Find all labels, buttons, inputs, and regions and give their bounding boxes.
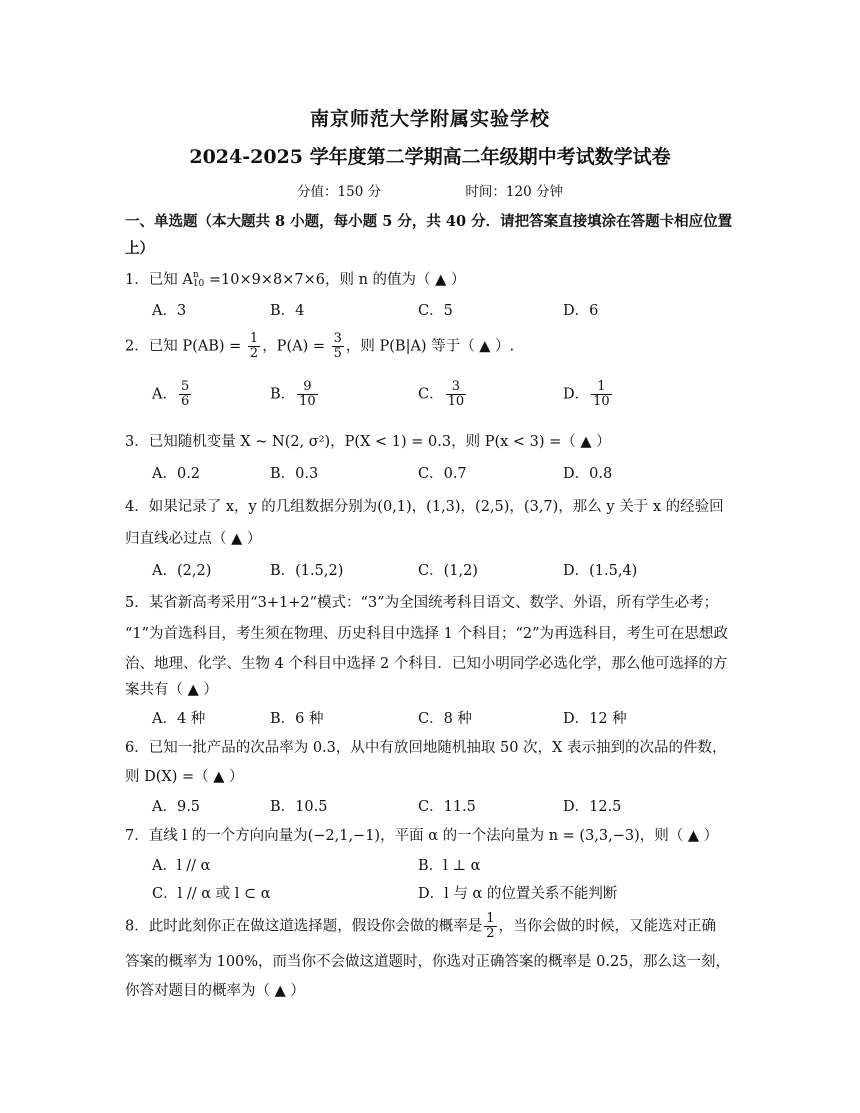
q5-option-c[interactable]: C．8 种 <box>418 711 472 727</box>
question-8-stem-2: 答案的概率为 100%，而当你不会做这道题时，你选对正确答案的概率是 0.25，那么这一刻， <box>125 954 730 970</box>
q2-option-d[interactable]: D． $\frac{1}{10}$ <box>563 379 610 409</box>
q5-option-d[interactable]: D．12 种 <box>563 711 627 727</box>
q2-frac-2: $\frac{3}{5}$ <box>333 331 342 361</box>
exam-title: 2024-2025 学年度第二学期高二年级期中考试数学试卷 <box>189 146 671 168</box>
q8-stem-1a: 8．此时此刻你正在做这道选择题，假设你会做的概率是 <box>125 918 483 935</box>
question-6-stem-1: 6．已知一批产品的次品率为 0.3，从中有放回地随机抽取 50 次，X 表示抽到的次品的件数， <box>125 740 727 756</box>
q1-option-c[interactable]: C．5 <box>418 303 453 319</box>
question-6-stem-2: 则 D(X) =（ ▲ ） <box>125 769 244 785</box>
q1-stem-a: 1．已知 A <box>125 272 193 288</box>
q3-option-b[interactable]: B．0.3 <box>270 466 319 482</box>
q2-stem-b: ，P(A) = <box>262 338 330 355</box>
q4-option-d[interactable]: D．(1.5,4) <box>563 563 638 579</box>
q6-option-a[interactable]: A．9.5 <box>152 799 201 815</box>
q2-frac-1: $\frac{1}{2}$ <box>249 331 259 361</box>
question-8-stem-3: 你答对题目的概率为（ ▲ ） <box>125 983 305 999</box>
question-8-stem-1 <box>125 912 716 941</box>
question-2-stem <box>125 332 514 361</box>
q5-option-a[interactable]: A．4 种 <box>152 711 206 727</box>
q4-option-c[interactable]: C．(1,2) <box>418 563 478 579</box>
q8-stem-1b: ，当你会做的时候，又能选对正确 <box>498 918 717 935</box>
question-4-stem-2: 归直线必过点（ ▲ ） <box>125 531 262 547</box>
q1-stem-b: =10×9×8×7×6，则 n 的值为（ ▲ ） <box>204 272 466 288</box>
q4-option-b[interactable]: B．(1.5,2) <box>270 563 344 579</box>
q7-option-b[interactable]: B．l ⊥ α <box>418 858 481 874</box>
q6-option-b[interactable]: B．10.5 <box>270 799 328 815</box>
q2-option-a[interactable]: A． $\frac{5}{6}$ <box>152 379 190 409</box>
q7-option-a[interactable]: A．l // α <box>152 858 211 874</box>
q1-option-a[interactable]: A．3 <box>152 303 187 319</box>
q8-frac: $\frac{1}{2}$ <box>486 911 495 941</box>
question-7-stem: 7．直线 l 的一个方向向量为(−2,1,−1)，平面 α 的一个法向量为 n = (3,3,−3)，则（ ▲ ） <box>125 828 719 844</box>
q2-option-c[interactable]: C． $\frac{3}{10}$ <box>418 379 465 409</box>
q2-stem-c: ，则 P(B|A) 等于（ ▲ ）. <box>345 338 515 355</box>
q2-stem-a: 2．已知 P(AB) = <box>125 338 246 355</box>
q1-option-b[interactable]: B．4 <box>270 303 305 319</box>
q4-option-a[interactable]: A．(2,2) <box>152 563 212 579</box>
question-4-stem-1: 4．如果记录了 x，y 的几组数据分别为(0,1)，(1,3)，(2,5)，(3,7)，那么 y 关于 x 的经验回 <box>125 499 724 515</box>
question-5-stem-1: 5．某省新高考采用“3+1+2”模式：“3”为全国统考科目语文、数学、外语，所有学生必考； <box>125 595 719 611</box>
q1-sup: n <box>192 270 199 280</box>
question-5-stem-3: 治、地理、化学、生物 4 个科目中选择 2 个科目．已知小明同学必选化学，那么他可选择的方 <box>125 656 728 672</box>
q1-option-d[interactable]: D．6 <box>563 303 599 319</box>
q5-option-b[interactable]: B．6 种 <box>270 711 324 727</box>
score-info: 分值：150 分 <box>297 184 382 200</box>
exam-meta <box>0 180 860 200</box>
question-5-stem-4: 案共有（ ▲ ） <box>125 682 218 698</box>
question-3-stem: 3．已知随机变量 X ~ N(2, σ²)，P(X < 1) = 0.3，则 P(x < 3) =（ ▲ ） <box>125 434 611 450</box>
section-heading-cont: 上） <box>125 240 154 257</box>
time-info: 时间：120 分钟 <box>465 184 563 200</box>
q3-option-a[interactable]: A．0.2 <box>152 466 201 482</box>
q3-option-c[interactable]: C．0.7 <box>418 466 467 482</box>
q3-option-d[interactable]: D．0.8 <box>563 466 613 482</box>
question-5-stem-2: “1”为首选科目，考生须在物理、历史科目中选择 1 个科目；“2”为再选科目，考生可在思想政 <box>125 626 729 642</box>
school-title: 南京师范大学附属实验学校 <box>309 108 550 130</box>
question-1-stem <box>125 268 465 289</box>
q2-option-b[interactable]: B． $\frac{9}{10}$ <box>270 379 316 409</box>
q6-option-d[interactable]: D．12.5 <box>563 799 622 815</box>
q6-option-c[interactable]: C．11.5 <box>418 799 476 815</box>
q7-option-d[interactable]: D．l 与 α 的位置关系不能判断 <box>418 886 618 902</box>
q7-option-c[interactable]: C．l // α 或 l ⊂ α <box>152 886 271 902</box>
q1-sub: 10 <box>192 279 205 289</box>
section-heading: 一、单选题（本大题共 8 小题，每小题 5 分，共 40 分．请把答案直接填涂在答题卡相应位置 <box>125 213 733 230</box>
